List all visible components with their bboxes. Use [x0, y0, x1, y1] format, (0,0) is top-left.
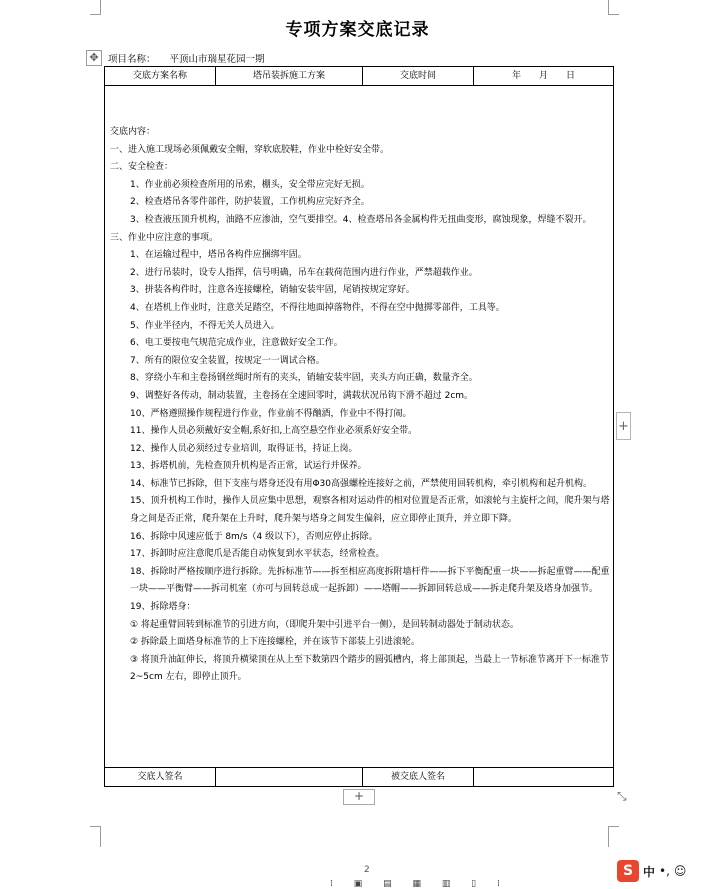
content-line: ① 将起重臂回转到标准节的引进方向，（即爬升架中引进平台一侧），是回转制动器处于制动状态。	[130, 619, 519, 630]
content-line: 16、拆除中风速应低于 8m/s（4 级以下），否则应停止拆除。	[130, 531, 378, 542]
scheme-name-value[interactable]: 塔吊装拆施工方案	[252, 71, 325, 81]
add-column-button[interactable]: +	[616, 412, 631, 440]
content-line: ② 拆除最上面塔身标准节的上下连接螺栓，并在该节下部装上引进滚轮。	[130, 637, 420, 648]
content-line: 14、标准节已拆除，但下支座与塔身还没有用Φ30高强螺栓连接好之前，严禁使用回转机构，牵引机构和起升机构。	[130, 478, 592, 489]
crop-mark-bottom-right	[608, 826, 619, 847]
table-resize-icon[interactable]: ⤡	[617, 789, 627, 803]
content-line: 7、所有的限位安全装置，按规定一一调试合格。	[130, 355, 325, 366]
disclosure-time-label: 交底时间	[399, 71, 436, 81]
content-line: 一、进入施工现场必须佩戴安全帽，穿软底胶鞋，作业中栓好安全带。	[110, 144, 390, 155]
content-line: 5、作业半径内，不得无关人员进入。	[130, 320, 280, 331]
content-line: 3、拼装各构件时，注意各连接螺栓，销轴安装牢固，尾销按规定穿好。	[130, 285, 415, 296]
ime-language-toggle[interactable]: 中	[643, 864, 656, 879]
disclosure-content[interactable]	[110, 124, 610, 687]
content-line: 1、作业前必须检查所用的吊索，棚头，安全带应完好无损。	[130, 179, 370, 190]
ime-emoji-icon[interactable]: ☺	[673, 864, 687, 878]
sogou-logo-icon[interactable]: S	[617, 860, 639, 882]
content-line: 二、安全检查：	[110, 162, 174, 173]
content-line: 9、调整好各传动，制动装置，主卷扬在全速回零时，满载状况吊钩下滑不超过 2cm。	[130, 390, 474, 401]
document-title: 专项方案交底记录	[285, 20, 430, 40]
ime-punctuation-toggle[interactable]: •,	[659, 864, 670, 878]
content-line: 4、在塔机上作业时，注意关足踏空，不得往地面掉落物件，不得在空中抛掷零部件，工具等。	[130, 302, 505, 313]
content-line: 2、进行吊装时，设专人指挥，信号明确，吊车在载荷范围内进行作业，严禁超载作业。	[130, 267, 478, 278]
discloser-signature-field[interactable]	[216, 768, 362, 786]
content-line: 11、操作人员必须戴好安全帽,系好扣,上高空悬空作业必须系好安全带。	[130, 426, 418, 437]
content-line: 2、检查塔吊各零件部件，防护装置，工作机构应完好齐全。	[130, 197, 370, 208]
crop-mark-top-left	[90, 0, 101, 15]
content-line: ③ 将顶升油缸伸长，将顶升横梁顶在从上至下数第四个踏步的圆弧槽内，将上部顶起，当最上一节标准节离开下一标准节 2~5cm 左右，即停止顶升。	[130, 654, 609, 683]
add-row-button[interactable]: +	[343, 789, 375, 805]
content-line: 12、操作人员必须经过专业培训，取得证书，持证上岗。	[130, 443, 358, 454]
table-footer-row	[105, 767, 613, 786]
content-line: 交底内容：	[110, 127, 156, 137]
content-line: 10、严格遵照操作规程进行作业，作业前不得酗酒，作业中不得打闹。	[130, 408, 412, 419]
table-header-row	[105, 67, 613, 86]
content-line: 6、电工要按电气规范完成作业，注意做好安全工作。	[130, 338, 343, 349]
content-line: 19、拆除塔身：	[130, 602, 196, 613]
disclosure-date-field[interactable]: 年 月 日	[511, 71, 575, 81]
content-line: 1、在运输过程中，塔吊各构件应捆绑牢固。	[130, 250, 307, 261]
content-line: 15、顶升机构工作时，操作人员应集中思想，观察各相对运动件的相对位置是否正常，如滚轮与主旋杆之间，爬升架与塔身之间是否正常，爬升架在上升时，爬升架与塔身之间发生偏斜，应立即停止顶升，并立即下降。	[130, 496, 610, 525]
project-line	[108, 51, 265, 65]
disclosure-table	[104, 66, 614, 787]
receiver-signature-field[interactable]	[474, 768, 613, 786]
crop-mark-top-right	[608, 0, 619, 15]
content-line: 13、拆塔机前，先检查顶升机构是否正常，试运行并保养。	[130, 461, 367, 472]
ime-toolbar	[617, 858, 686, 884]
page-number: 2	[364, 865, 370, 875]
view-mode-statusbar[interactable]: ⁞ ▣ ▤ ▦ ▥ ▯ ⁞	[330, 879, 509, 889]
project-name: 平顶山市瑞星花园一期	[169, 54, 265, 65]
content-line: 3、检查液压顶升机构，油路不应渗油，空气要排空。4、检查塔吊各金属构件无扭曲变形，腐蚀现象，焊缝不裂开。	[130, 214, 592, 225]
crop-mark-bottom-left	[90, 826, 101, 847]
content-line: 17、拆卸时应注意爬爪是否能自动恢复到水平状态，经常检查。	[130, 549, 385, 560]
content-line: 18、拆除时严格按顺序进行拆除。先拆标准节——拆至相应高度拆附墙杆件——拆下平衡配重一块——拆起重臂——配重一块——平衡臂——拆司机室（亦可与回转总成一起拆卸）——塔帽——拆卸回转总成——拆走爬升架及塔身加强节。	[130, 566, 610, 595]
table-move-handle-icon[interactable]: ✥	[86, 50, 102, 66]
receiver-signature-label: 被交底人签名	[390, 772, 445, 782]
content-line: 8、穿绕小车和主卷扬钢丝绳时所有的夹头，销轴安装牢固，夹头方向正确，数量齐全。	[130, 373, 478, 384]
project-label: 项目名称：	[108, 54, 156, 65]
discloser-signature-label: 交底人签名	[137, 772, 183, 782]
scheme-name-label: 交底方案名称	[132, 71, 187, 81]
content-line: 三、作业中应注意的事项。	[110, 232, 219, 243]
